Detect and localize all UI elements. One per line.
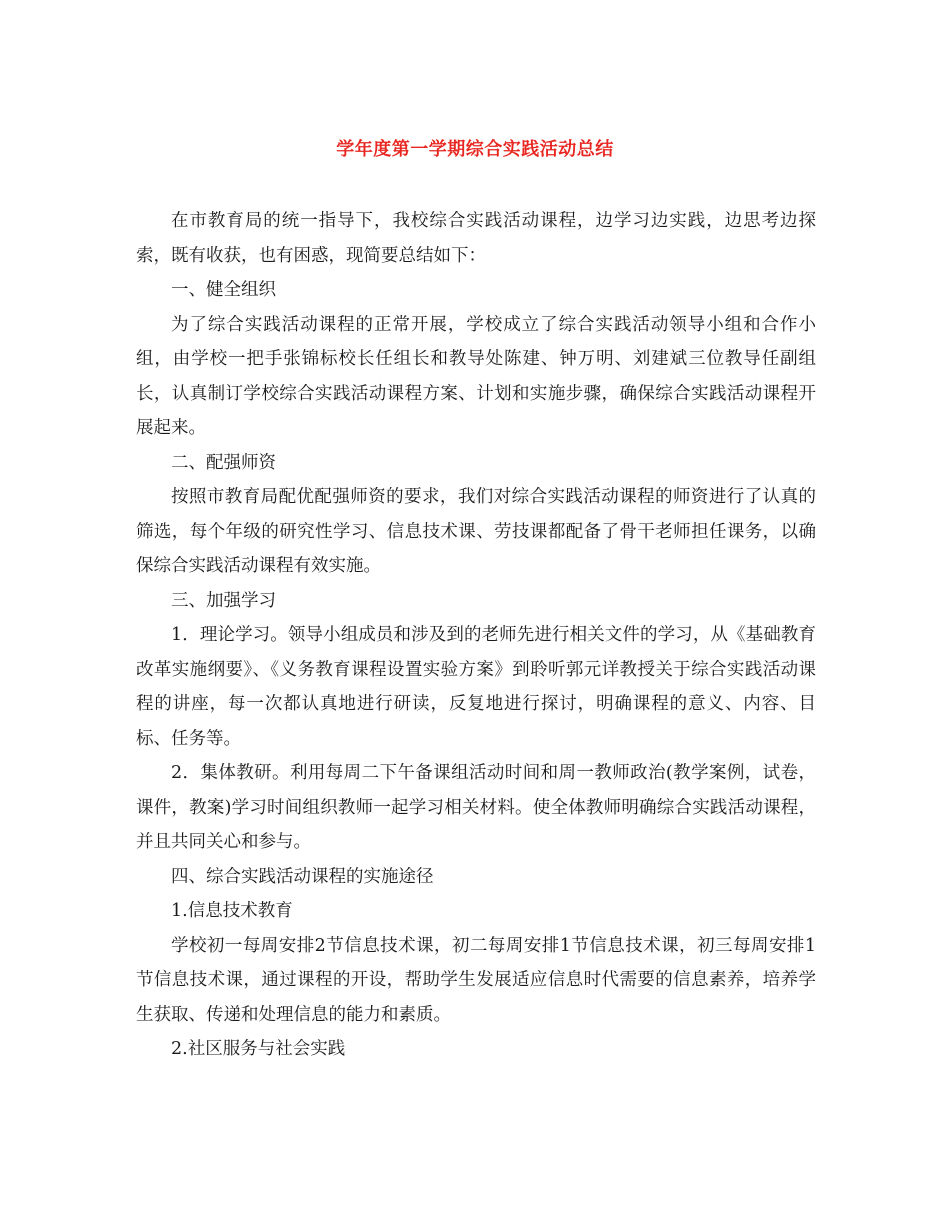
document-title: 学年度第一学期综合实践活动总结	[336, 139, 614, 160]
paragraph-intro: 在市教育局的统一指导下，我校综合实践活动课程，边学习边实践，边思考边探索，既有收获，也有困惑，现简要总结如下：	[136, 211, 816, 266]
paragraph-teachers: 按照市教育局配优配强师资的要求，我们对综合实践活动课程的师资进行了认真的筛选，每个年级的研究性学习、信息技术课、劳技课都配备了骨干老师担任课务，以确保综合实践活动课程有效实施。	[136, 487, 816, 576]
subheading-community-service: 2.社区服务与社会实践	[171, 1039, 346, 1059]
paragraph-organization: 为了综合实践活动课程的正常开展，学校成立了综合实践活动领导小组和合作小组，由学校一把手张锦标校长任组长和教导处陈建、钟万明、刘建斌三位教导任副组长，认真制订学校综合实践活动课程方案、计划和实施步骤，确保综合实践活动课程开展起来。	[136, 314, 816, 438]
paragraph-theory-learning: 1．理论学习。领导小组成员和涉及到的老师先进行相关文件的学习，从《基础教育改革实施纲要》、《义务教育课程设置实验方案》到聆听郭元详教授关于综合实践活动课程的讲座，每一次都认真地进行研读，反复地进行探讨，明确课程的意义、内容、目标、任务等。	[136, 625, 816, 749]
subheading-it-education: 1.信息技术教育	[171, 901, 293, 921]
paragraph-it-education: 学校初一每周安排2节信息技术课，初二每周安排1节信息技术课，初三每周安排1节信息技术课，通过课程的开设，帮助学生发展适应信息时代需要的信息素养，培养学生获取、传递和处理信息的能力和素质。	[136, 935, 816, 1025]
section-heading-organization: 一、健全组织	[171, 280, 276, 300]
document-body	[136, 204, 816, 1067]
section-heading-learning: 三、加强学习	[171, 590, 276, 611]
section-heading-teachers: 二、配强师资	[171, 452, 276, 473]
paragraph-group-research: 2．集体教研。利用每周二下午备课组活动时间和周一教师政治(教学案例，试卷，课件，教案)学习时间组织教师一起学习相关材料。使全体教师明确综合实践活动课程，并且共同关心和参与。	[136, 763, 816, 852]
section-heading-approaches: 四、综合实践活动课程的实施途径	[171, 866, 434, 887]
